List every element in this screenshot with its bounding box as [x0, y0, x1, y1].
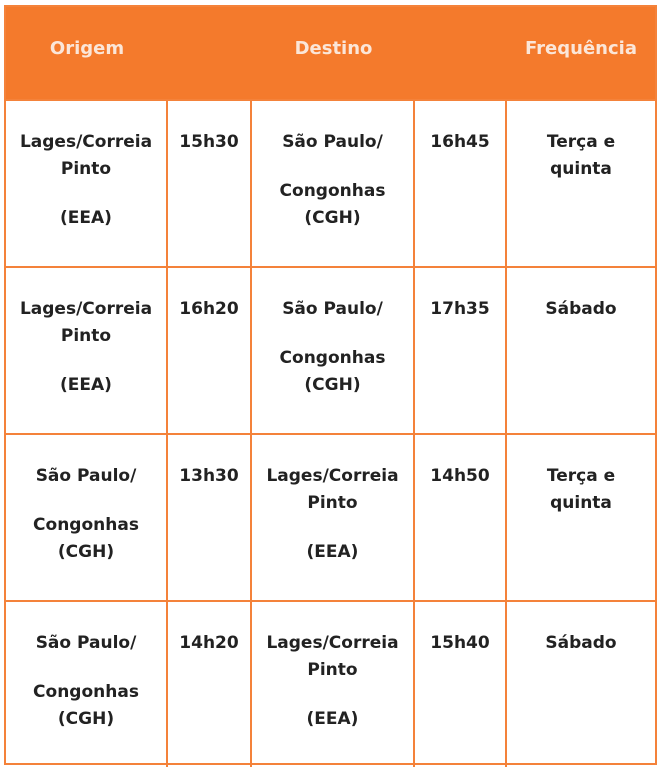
cell-text: Terça e [546, 132, 616, 152]
cell-text: Sábado [545, 633, 617, 653]
cell-text: Terça e [546, 466, 616, 486]
cell-text: (CGH) [304, 208, 361, 228]
cell-arr [415, 435, 507, 600]
header-origem: Origem [49, 38, 125, 59]
cell-freq [507, 268, 655, 433]
cell-text: Lages/Correia [19, 132, 153, 152]
cell-text: 14h20 [179, 633, 239, 653]
cell-text: São Paulo/ [35, 466, 137, 486]
cell-text [6, 490, 166, 512]
table-row [6, 266, 655, 433]
cell-text: 15h30 [179, 132, 239, 152]
cell-text: 16h20 [179, 299, 239, 319]
cell-origin [6, 268, 168, 433]
cell-text: São Paulo/ [282, 132, 383, 152]
cell-dep [168, 435, 252, 600]
cell-text [252, 684, 413, 706]
cell-origin [6, 101, 168, 266]
cell-dest [252, 602, 415, 767]
cell-text: (CGH) [57, 542, 115, 562]
cell-text: (EEA) [60, 208, 112, 228]
cell-text: 16h45 [430, 132, 490, 152]
cell-text: São Paulo/ [282, 299, 383, 319]
flight-schedule-table [4, 5, 657, 765]
cell-text: Lages/Correia [266, 633, 399, 653]
cell-text [252, 517, 413, 539]
cell-text: (EEA) [60, 375, 112, 395]
cell-arr [415, 101, 507, 266]
cell-text [252, 323, 413, 345]
cell-text: Pinto [307, 660, 358, 680]
cell-text [252, 156, 413, 178]
cell-freq [507, 435, 655, 600]
cell-text: (EEA) [306, 709, 359, 729]
cell-text: Congonhas [33, 515, 139, 535]
cell-text: quinta [550, 493, 612, 513]
cell-text: 15h40 [430, 633, 490, 653]
cell-text: quinta [550, 159, 612, 179]
cell-text: Lages/Correia [266, 466, 399, 486]
cell-arr [415, 268, 507, 433]
cell-text: (EEA) [306, 542, 359, 562]
cell-text: Sábado [545, 299, 617, 319]
cell-text: (CGH) [304, 375, 361, 395]
cell-origin [6, 435, 168, 600]
cell-text: Congonhas [279, 348, 386, 368]
header-frequencia: Frequência [525, 38, 637, 59]
cell-text: 17h35 [430, 299, 490, 319]
table-header [6, 7, 655, 99]
cell-text: (CGH) [57, 709, 115, 729]
cell-dest [252, 435, 415, 600]
cell-dep [168, 101, 252, 266]
cell-freq [507, 101, 655, 266]
cell-text: Pinto [60, 326, 112, 346]
table-row [6, 433, 655, 600]
cell-text: São Paulo/ [35, 633, 137, 653]
cell-dep [168, 602, 252, 767]
cell-dep [168, 268, 252, 433]
cell-text: 13h30 [179, 466, 239, 486]
table-row [6, 99, 655, 266]
cell-text: Congonhas [279, 181, 386, 201]
cell-text: Pinto [60, 159, 112, 179]
cell-text: Lages/Correia [19, 299, 153, 319]
cell-text: Pinto [307, 493, 358, 513]
cell-dest [252, 101, 415, 266]
cell-text [6, 183, 166, 205]
cell-freq [507, 602, 655, 767]
cell-origin [6, 602, 168, 767]
cell-arr [415, 602, 507, 767]
cell-text [6, 350, 166, 372]
header-destino: Destino [294, 38, 373, 59]
table-row [6, 600, 655, 767]
cell-text: Congonhas [33, 682, 139, 702]
cell-dest [252, 268, 415, 433]
cell-text [6, 657, 166, 679]
cell-text: 14h50 [430, 466, 490, 486]
